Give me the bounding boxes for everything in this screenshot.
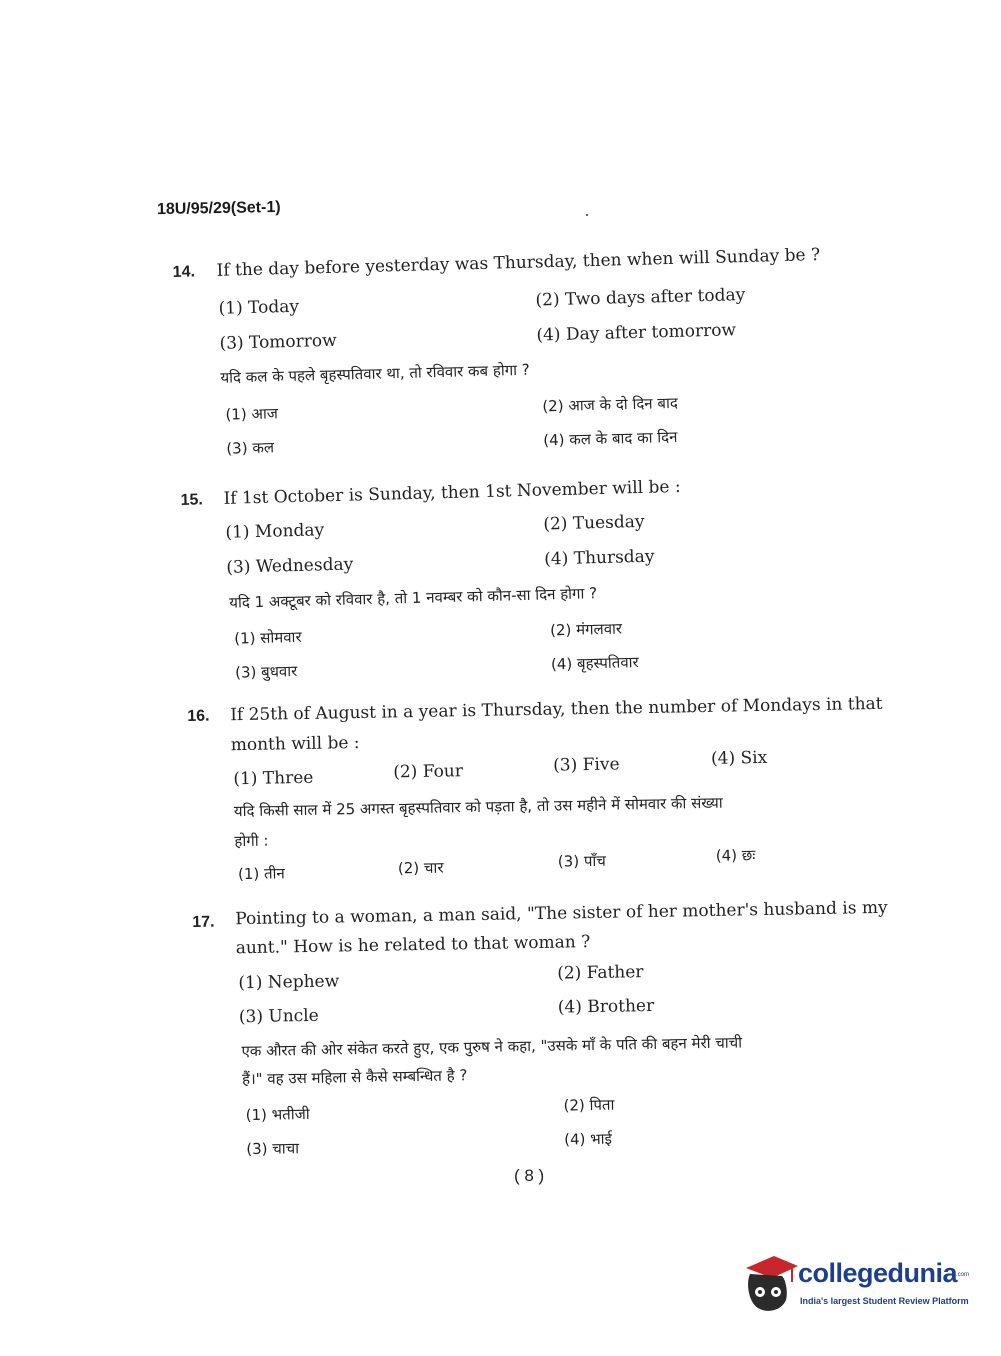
option-hi-2: (2) चार: [397, 858, 444, 878]
option-hi-2: (2) पिता: [563, 1095, 615, 1115]
question-number: 14.: [172, 263, 196, 281]
question-text-en-line2: aunt." How is he related to that woman ?: [235, 932, 591, 959]
mascot-icon: [742, 1252, 798, 1316]
question-text-hi: यदि 1 अक्टूबर को रविवार है, तो 1 नवम्बर को कौन-सा दिन होगा ?: [229, 584, 598, 612]
option-en-3: (3) Five: [552, 754, 620, 776]
question-text-en-line1: Pointing to a woman, a man said, "The sister of her mother's husband is my: [235, 897, 888, 930]
option-en-3: (3) Tomorrow: [219, 330, 337, 354]
question-number: 15.: [180, 491, 204, 509]
option-hi-1: (1) भतीजी: [245, 1104, 310, 1125]
option-en-1: (1) Nephew: [238, 971, 340, 994]
option-hi-3: (3) कल: [226, 438, 275, 458]
option-en-4: (4) Day after tomorrow: [536, 320, 737, 346]
page-number: ( 8 ): [514, 1166, 545, 1185]
question-14: [172, 228, 872, 458]
question-text-hi-line2: हैं।" वह उस महिला से कैसे सम्बन्धित है ?: [241, 1066, 468, 1089]
option-en-3: (3) Wednesday: [226, 554, 354, 578]
option-hi-1: (1) तीन: [237, 864, 285, 884]
option-hi-2: (2) मंगलवार: [549, 619, 623, 640]
option-en-4: (4) Thursday: [543, 546, 655, 570]
option-en-1: (1) Monday: [225, 520, 325, 543]
option-en-1: (1) Three: [233, 767, 314, 790]
question-number: 16.: [187, 707, 210, 725]
option-hi-4: (4) बृहस्पतिवार: [550, 653, 639, 674]
question-text-en: If 1st October is Sunday, then 1st November will be :: [223, 476, 681, 509]
option-en-2: (2) Father: [557, 962, 644, 984]
question-text-en-line1: If 25th of August in a year is Thursday, then the number of Mondays in that: [230, 693, 883, 726]
brand-suffix: .com: [956, 1272, 970, 1278]
option-hi-4: (4) भाई: [563, 1129, 613, 1149]
collegedunia-logo: [742, 1252, 972, 1322]
option-hi-1: (1) आज: [225, 404, 279, 424]
option-en-3: (3) Uncle: [238, 1005, 319, 1028]
question-number: 17.: [192, 913, 215, 931]
question-text-hi-line1: एक औरत की ओर संकेत करते हुए, एक पुरुष ने कहा, "उसके माँ के पति की बहन मेरी चाची: [241, 1033, 743, 1061]
option-en-4: (4) Brother: [557, 995, 655, 1018]
option-en-2: (2) Tuesday: [543, 511, 645, 535]
question-17: [192, 894, 892, 1159]
question-text-en-line2: month will be :: [230, 732, 360, 756]
question-16: [187, 690, 887, 884]
question-text-hi: यदि कल के पहले बृहस्पतिवार था, तो रविवार कब होगा ?: [220, 360, 531, 387]
option-hi-4: (4) कल के बाद का दिन: [542, 427, 678, 450]
brand-name: collegedunia: [798, 1258, 958, 1288]
question-15: [180, 460, 880, 682]
option-en-2: (2) Four: [393, 761, 464, 783]
option-hi-4: (4) छः: [715, 846, 756, 865]
brand-tagline: India's largest Student Review Platform: [800, 1296, 969, 1306]
option-hi-3: (3) चाचा: [246, 1139, 300, 1159]
question-text-en: If the day before yesterday was Thursday, then when will Sunday be ?: [216, 245, 821, 281]
option-hi-3: (3) पाँच: [557, 851, 606, 871]
scan-speck: [586, 214, 588, 216]
paper-code: 18U/95/29(Set-1): [156, 198, 281, 219]
question-text-hi-line2: होगी :: [234, 831, 269, 851]
option-en-4: (4) Six: [710, 747, 768, 769]
option-hi-1: (1) सोमवार: [233, 627, 302, 648]
option-en-1: (1) Today: [218, 296, 300, 319]
option-hi-3: (3) बुधवार: [234, 661, 298, 682]
option-en-2: (2) Two days after today: [535, 285, 746, 311]
question-text-hi-line1: यदि किसी साल में 25 अगस्त बृहस्पतिवार को पड़ता है, तो उस महीने में सोमवार की संख्या: [233, 793, 723, 821]
option-hi-2: (2) आज के दो दिन बाद: [542, 393, 679, 416]
